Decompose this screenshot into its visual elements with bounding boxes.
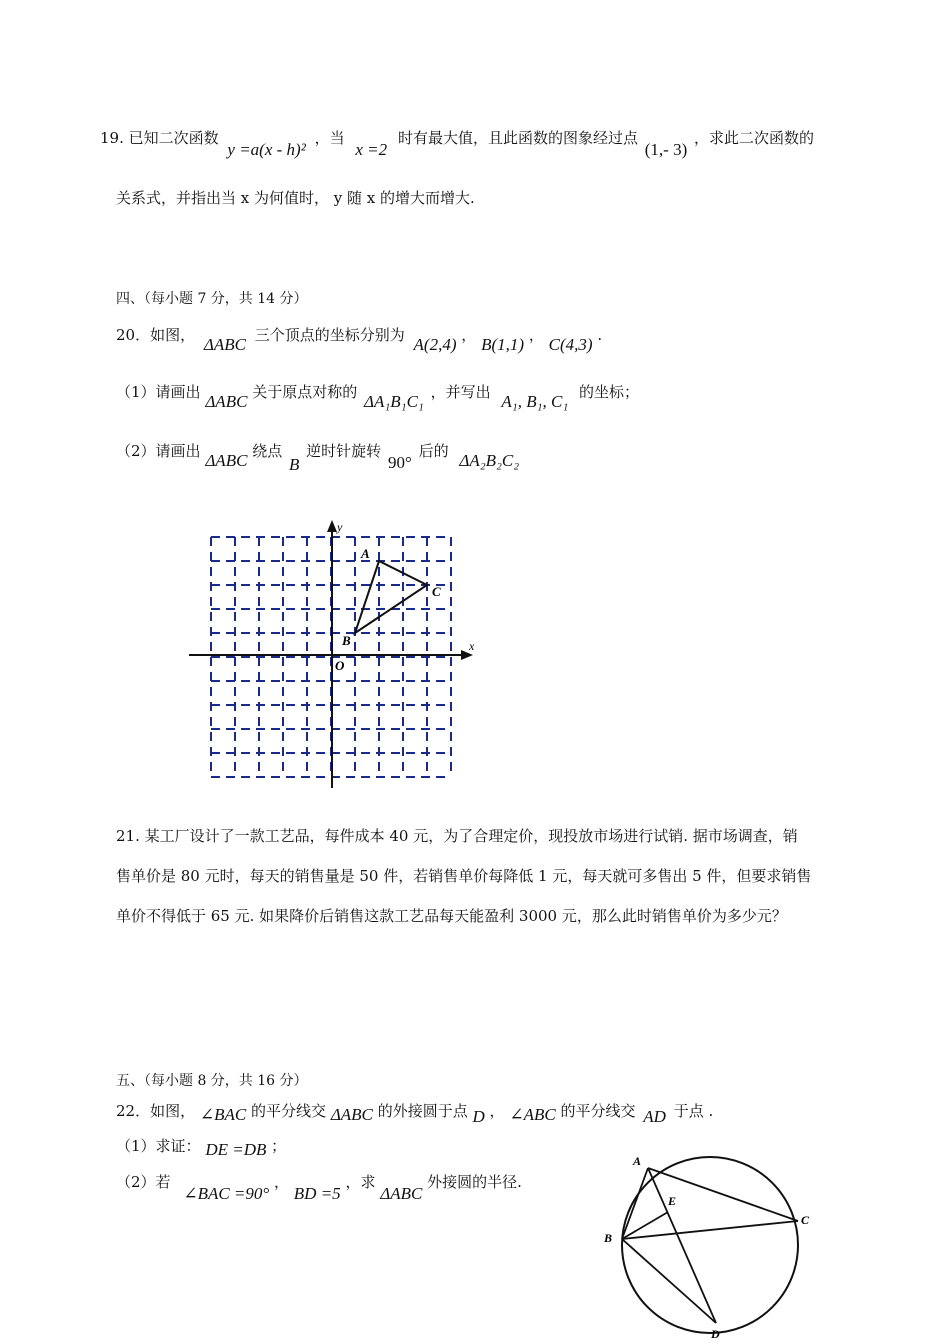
q20-triangle: ΔABC [203,335,246,354]
circle-figure [598,1149,828,1344]
q20-part-1 [116,382,640,411]
q22-m5: 于点 [673,1102,704,1120]
q19-mid2: 时有最大值，且此函数的图象经过点 [397,129,638,147]
q22-triangle: ΔABC [330,1105,373,1124]
section-4-heading: 四、（每小题 7 分，共 14 分） [116,291,308,307]
q20-p2-a: （2）请画出 [116,442,201,460]
q20-p2-ang: 90° [387,453,412,472]
q20-line-1: 20．如图， ΔABC 三个顶点的坐标分别为 A(2,4) ， B(1,1) ， C(4,3) . [116,326,603,354]
q19-point: (1,- 3) [644,140,688,159]
circumcircle [622,1157,798,1333]
q22-p2-tri: ΔABC [380,1184,423,1203]
q20-p2-b: 绕点 [252,442,283,460]
q22-m2: 的外接圆于点 [377,1102,468,1120]
q20-p2-tri: ΔABC [205,451,248,470]
q22-m3: ， [489,1102,505,1120]
chord-bd [622,1239,716,1323]
q22-p2-sep: ， [273,1173,289,1191]
q20-p1-a: （1）请画出 [116,383,201,401]
label-o: O [335,658,345,673]
chords [622,1168,798,1323]
q22-part-2 [116,1172,522,1203]
q22-p1-end: ； [271,1137,287,1155]
q22-p2-c: 外接圆的半径. [427,1173,522,1191]
q22-prefix: 22．如图， [116,1102,196,1120]
label-b: B [342,633,351,648]
q20-p1-c: ，并写出 [430,383,491,401]
q19-mid1: ，当 [314,129,345,147]
label-x: x [469,639,475,653]
q21-line-1: 21. 某工厂设计了一款工艺品，每件成本 40 元，为了合理定价，现投放市场进行试销. 据市场调查，销 [116,827,798,845]
q22-point-d: D [472,1107,485,1126]
q20-prefix: 20．如图， [116,326,196,344]
q22-line-1 [116,1101,714,1126]
circle-label-e: E [668,1194,677,1208]
q20-point-c: C(4,3) [548,335,593,354]
q22-p2-ang: ∠BAC =90° [183,1184,270,1203]
q20-p2-tri2: ΔA₂B₂C₂ [459,451,520,470]
q19-suffix: ，求此二次函数的 [694,129,815,147]
q22-p2-a: （2）若 [116,1173,171,1191]
q20-point-a: A(2,4) [413,335,457,354]
q19-line-1 [100,128,815,159]
q20-p1-pts: A₁, B₁, C₁ [501,392,569,411]
q20-part-2 [116,441,520,474]
y-axis-arrow [327,520,337,532]
q20-p1-tri: ΔABC [205,392,248,411]
q19-x-value: x =2 [355,140,388,159]
q20-p1-tri1: ΔA₁B₁C₁ [364,392,424,411]
chord-ad [648,1168,716,1323]
q20-p1-d: 的坐标； [579,383,640,401]
q22-angle-bac: ∠BAC [199,1105,247,1124]
q19-prefix: 19. 已知二次函数 [100,129,219,147]
q22-p2-b: ，求 [345,1173,376,1191]
q22-m4: 的平分线交 [560,1102,636,1120]
q22-part-1 [116,1136,287,1159]
q20-p2-c: 逆时针旋转 [306,442,382,460]
section-5-heading: 五、（每小题 8 分，共 16 分） [116,1073,308,1089]
q22-angle-abc: ∠ABC [509,1105,556,1124]
label-y: y [337,520,343,534]
label-a: A [361,546,370,561]
q19-line-2: 关系式，并指出当 x 为何值时， y 随 x 的增大而增大. [116,189,475,207]
q21-line-3: 单价不得低于 65 元. 如果降价后销售这款工艺品每天能盈利 3000 元，那么此时销售单价为多少元？ [116,907,787,925]
coordinate-grid-figure [185,518,485,793]
triangle-abc [355,561,427,633]
q22-segment-ad: AD [643,1107,666,1126]
q22-p2-bd: BD =5 [293,1184,341,1203]
circle-label-d: D [711,1327,720,1341]
q21-line-2: 售单价是 80 元时，每天的销售量是 50 件，若销售单价每降低 1 元，每天就可多售出 5 件，但要求销售 [116,867,812,885]
q19-function: y =a(x - h)² [227,140,306,159]
q20-point-b: B(1,1) [481,335,525,354]
q22-p1-a: （1）求证： [116,1137,201,1155]
circle-label-a: A [633,1154,642,1168]
circle-label-b: B [604,1231,613,1245]
q20-p2-pt: B [289,455,300,474]
q22-m1: 的平分线交 [251,1102,327,1120]
label-c: C [432,584,441,599]
q22-p1-eq: DE =DB [205,1140,267,1159]
q20-mid: 三个顶点的坐标分别为 [254,326,405,344]
circle-label-c: C [801,1213,810,1227]
chord-ab [622,1168,648,1239]
q22-end: . [708,1102,714,1120]
q20-p1-b: 关于原点对称的 [252,383,358,401]
q20-p2-d: 后的 [418,442,449,460]
